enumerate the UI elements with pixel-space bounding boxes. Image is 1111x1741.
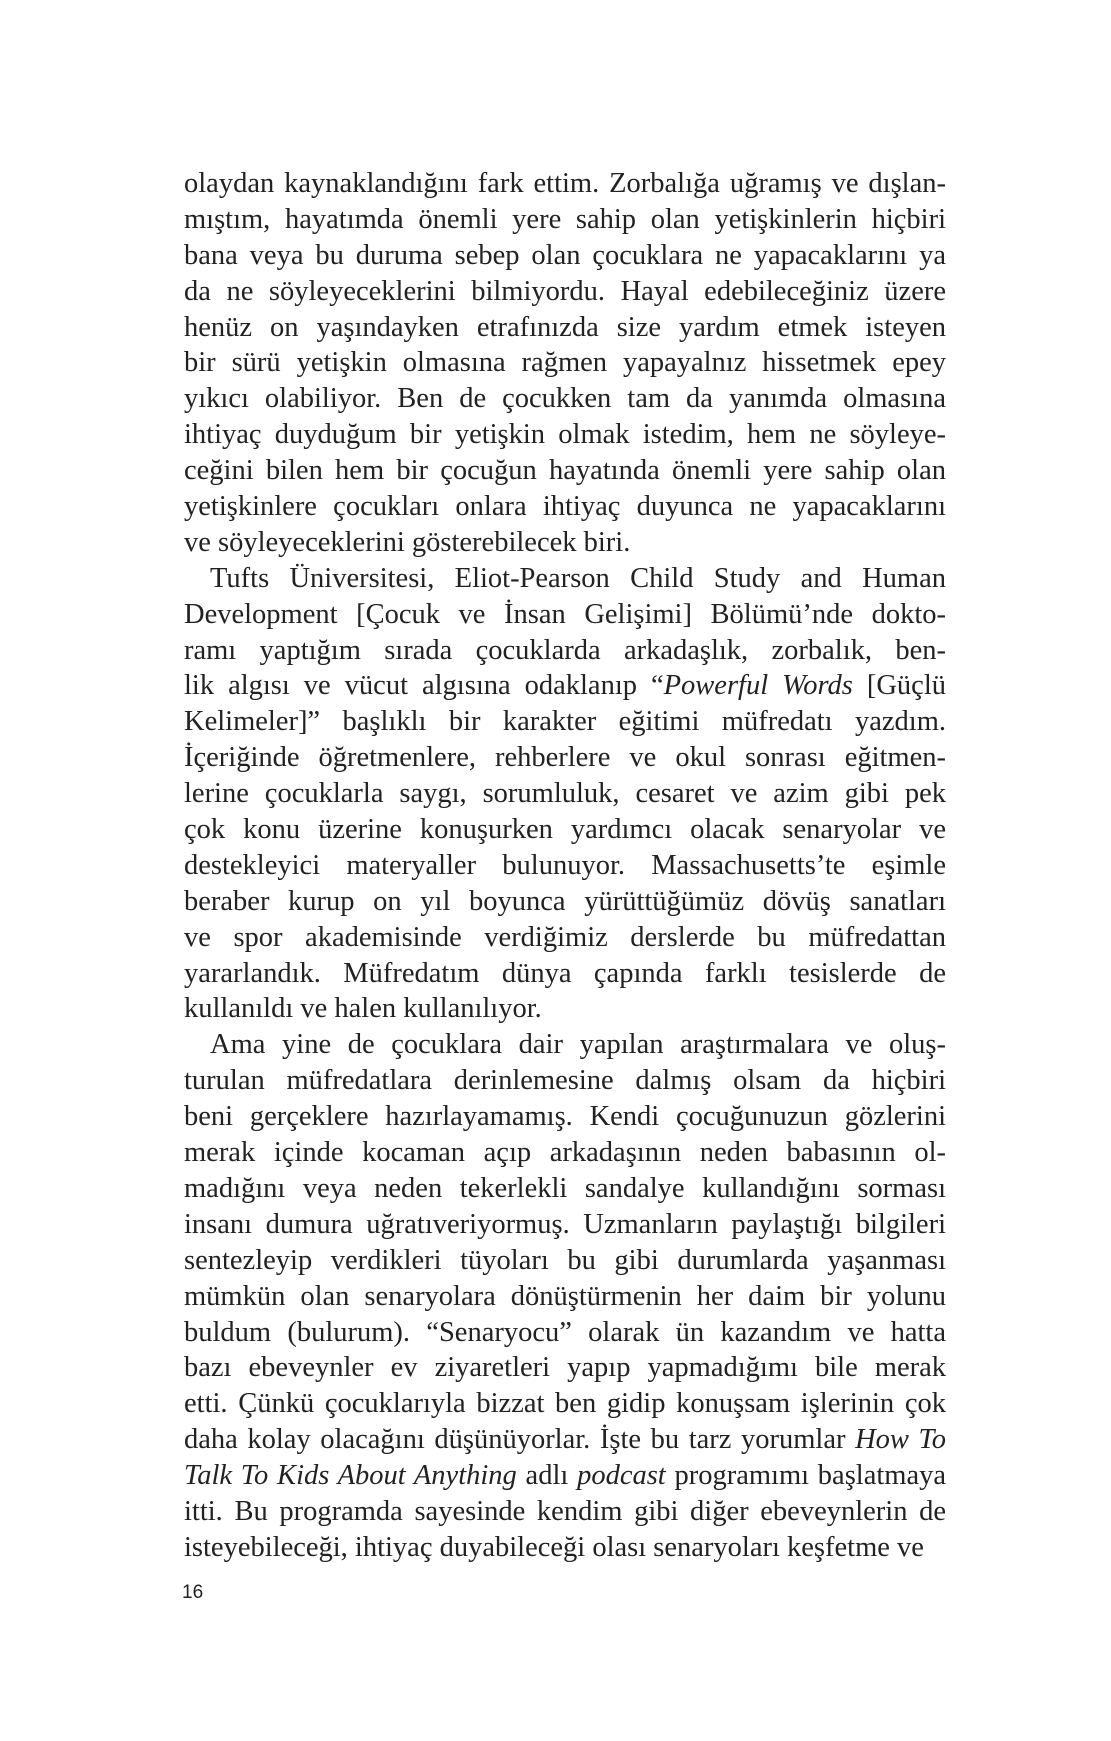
text-line [184, 776, 946, 812]
text-run: ihtiyaç duyduğum bir yetişkin olmak istedim, hem ne söyleye- [184, 419, 946, 451]
text-line [184, 1494, 946, 1530]
text-line [184, 381, 946, 417]
body-text [184, 166, 946, 1566]
text-run: Kelimeler]” başlıklı bir karakter eğitimi müfredatı yazdım. [184, 706, 946, 738]
text-line [184, 1099, 946, 1135]
text-line [184, 202, 946, 238]
text-line [184, 633, 946, 669]
italic-text: How To [855, 1424, 946, 1456]
text-run: ceğini bilen hem bir çocuğun hayatında önemli yere sahip olan [184, 455, 946, 487]
text-run: [Güçlü [852, 670, 946, 702]
text-line [184, 489, 946, 525]
text-run: Tufts Üniversitesi, Eliot-Pearson Child Study and Human [210, 562, 946, 594]
text-run: beraber kurup on yıl boyunca yürüttüğümüz dövüş sanatları [184, 885, 946, 917]
text-run: lik algısı ve vücut algısına odaklanıp “ [184, 670, 664, 702]
text-line [184, 1350, 946, 1386]
italic-text: Powerful Words [663, 670, 853, 702]
text-line [184, 668, 946, 704]
text-line [184, 238, 946, 274]
text-run: olaydan kaynaklandığını fark ettim. Zorbalığa uğramış ve dışlan- [184, 168, 946, 199]
text-line [184, 1530, 946, 1566]
text-line [184, 274, 946, 310]
text-run: ve söyleyeceklerini gösterebilecek biri. [184, 526, 631, 558]
paragraph [184, 166, 946, 561]
text-run: yetişkinlere çocukları onlara ihtiyaç duyunca ne yapacaklarını [184, 491, 946, 523]
text-run: Ama yine de çocuklara dair yapılan araştırmalara ve oluş- [210, 1029, 946, 1061]
text-run: daha kolay olacağını düşünüyorlar. İşte bu tarz yorumlar [184, 1424, 856, 1456]
text-line [184, 1422, 946, 1458]
paragraph [184, 1027, 946, 1565]
text-line [184, 1243, 946, 1279]
italic-text: Talk To Kids About Anything [184, 1460, 517, 1492]
text-line [184, 812, 946, 848]
text-run: insanı dumura uğratıveriyormuş. Uzmanların paylaştığı bilgileri [184, 1208, 946, 1240]
italic-text: podcast [577, 1460, 666, 1492]
text-run: madığını veya neden tekerlekli sandalye kullandığını sorması [184, 1172, 946, 1204]
text-run: isteyebileceği, ihtiyaç duyabileceği olası senaryoları keşfetme ve [184, 1531, 924, 1563]
text-line [184, 704, 946, 740]
text-line [184, 1386, 946, 1422]
text-line [184, 1171, 946, 1207]
text-run: bir sürü yetişkin olmasına rağmen yapayalnız hissetmek epey [184, 347, 946, 379]
text-line [184, 1207, 946, 1243]
text-run: mümkün olan senaryolara dönüştürmenin her daim bir yolunu [184, 1280, 946, 1312]
text-line [184, 884, 946, 920]
text-line [184, 525, 946, 561]
text-run: mıştım, hayatımda önemli yere sahip olan yetişkinlerin hiçbiri [184, 203, 946, 235]
text-line [184, 956, 946, 992]
text-run: turulan müfredatlara derinlemesine dalmış olsam da hiçbiri [184, 1065, 946, 1097]
text-line [184, 166, 946, 202]
text-line [184, 1135, 946, 1171]
text-run: adlı [516, 1460, 578, 1492]
paragraph [184, 561, 946, 1028]
text-run: kullanıldı ve halen kullanılıyor. [184, 993, 542, 1025]
text-run: itti. Bu programda sayesinde kendim gibi diğer ebeveynlerin de [184, 1495, 946, 1527]
page-number: 16 [182, 1582, 204, 1603]
text-run: da ne söyleyeceklerini bilmiyordu. Hayal edebileceğiniz üzere [184, 275, 946, 307]
text-line [184, 1027, 946, 1063]
text-run: yararlandık. Müfredatım dünya çapında farklı tesislerde de [184, 957, 946, 989]
text-line [184, 848, 946, 884]
text-run: sentezleyip verdikleri tüyoları bu gibi durumlarda yaşanması [184, 1244, 946, 1276]
text-line [184, 920, 946, 956]
text-line [184, 740, 946, 776]
text-run: bana veya bu duruma sebep olan çocuklara ne yapacaklarını ya [184, 239, 946, 271]
text-run: çok konu üzerine konuşurken yardımcı olacak senaryolar ve [184, 814, 946, 846]
text-line [184, 310, 946, 346]
text-run: lerine çocuklarla saygı, sorumluluk, cesaret ve azim gibi pek [184, 778, 946, 810]
text-run: ramı yaptığım sırada çocuklarda arkadaşlık, zorbalık, ben- [184, 634, 946, 666]
text-run: Development [Çocuk ve İnsan Gelişimi] Bölümü’nde dokto- [184, 598, 946, 630]
text-run: merak içinde kocaman açıp arkadaşının neden babasının ol- [184, 1137, 946, 1169]
text-line [184, 453, 946, 489]
text-run: programımı başlatmaya [665, 1460, 947, 1492]
text-line [184, 345, 946, 381]
text-run: ve spor akademisinde verdiğimiz derslerde bu müfredattan [184, 921, 946, 953]
text-run: etti. Çünkü çocuklarıyla bizzat ben gidip konuşsam işlerinin çok [184, 1388, 946, 1420]
text-line [184, 1279, 946, 1315]
text-line [184, 1063, 946, 1099]
text-run: beni gerçeklere hazırlayamamış. Kendi çocuğunuzun gözlerini [184, 1101, 946, 1133]
text-line [184, 597, 946, 633]
text-line [184, 1458, 946, 1494]
text-run: yıkıcı olabiliyor. Ben de çocukken tam da yanımda olmasına [184, 383, 946, 415]
text-line [184, 991, 946, 1027]
text-run: bazı ebeveynler ev ziyaretleri yapıp yapmadığımı bile merak [184, 1352, 946, 1384]
text-run: henüz on yaşındayken etrafınızda size yardım etmek isteyen [184, 311, 946, 343]
text-run: buldum (bulurum). “Senaryocu” olarak ün kazandım ve hatta [184, 1316, 946, 1348]
text-run: destekleyici materyaller bulunuyor. Massachusetts’te eşimle [184, 849, 946, 881]
text-line [184, 417, 946, 453]
text-line [184, 561, 946, 597]
text-run: İçeriğinde öğretmenlere, rehberlere ve okul sonrası eğitmen- [184, 742, 946, 774]
text-line [184, 1315, 946, 1351]
